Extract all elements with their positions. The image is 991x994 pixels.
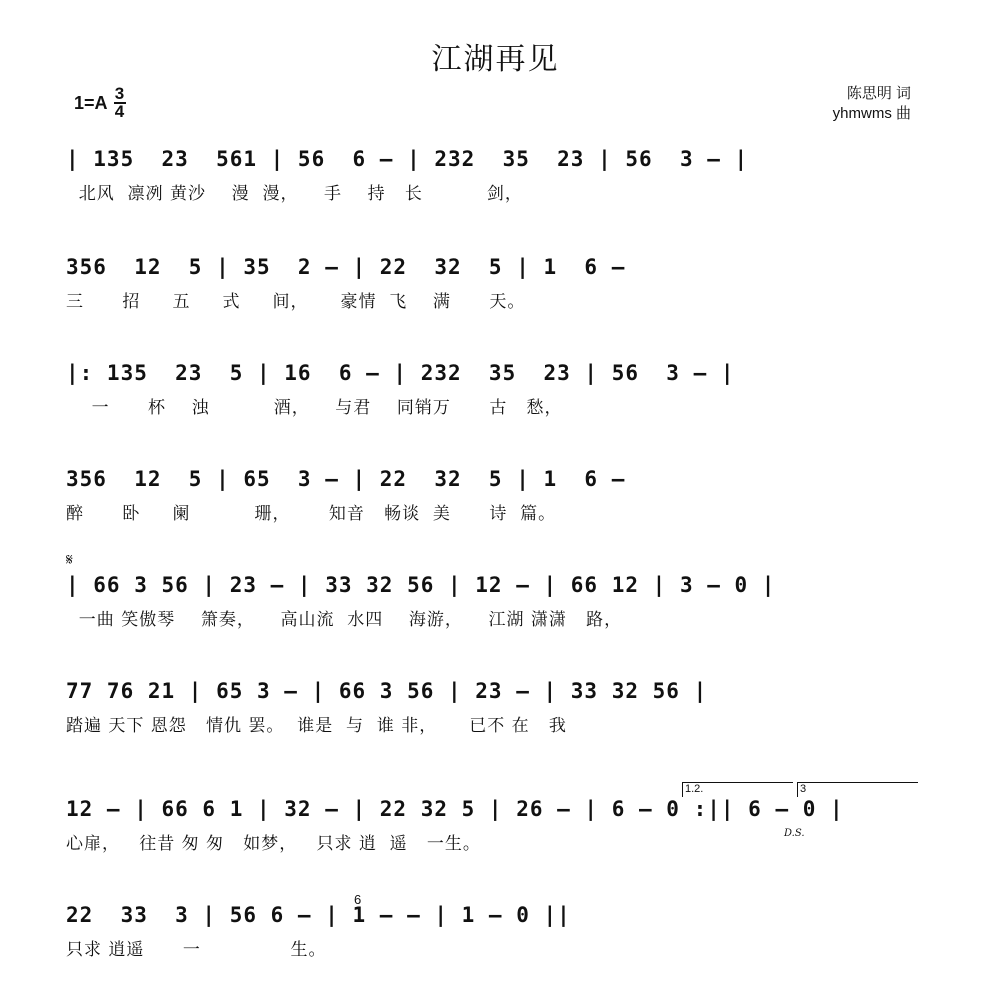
- notes-line-2: 356 12 5 | 35 2 – | 22 32 5 | 1 6 –: [66, 255, 626, 279]
- time-signature: [114, 86, 126, 120]
- score-line-4: [66, 464, 926, 526]
- grace-note-mark: 6: [354, 892, 362, 907]
- volta-first-ending: 1.2.: [682, 782, 793, 797]
- credits: [833, 84, 911, 124]
- score-line-5: [66, 570, 926, 632]
- notes-line-7: 12 – | 66 6 1 | 32 – | 22 32 5 | 26 – | 6 – 0 :|| 6 – 0 |: [66, 797, 844, 821]
- time-numerator: 3: [114, 84, 125, 103]
- key-signature: [74, 86, 126, 120]
- notes-line-6: 77 76 21 | 65 3 – | 66 3 56 | 23 – | 33 32 56 |: [66, 679, 708, 703]
- score-line-3: [66, 358, 926, 420]
- score-line-1: [66, 144, 926, 206]
- lyrics-line-1: 北风 凛冽 黄沙 漫 漫， 手 持 长 剑，: [66, 184, 523, 204]
- ds-mark: D.S.: [784, 828, 805, 839]
- lyrics-line-6: 踏遍 天下 恩怨 情仇 罢。 谁是 与 谁 非， 已不 在 我: [66, 716, 567, 736]
- notes-line-3: |: 135 23 5 | 16 6 – | 232 35 23 | 56 3 – |: [66, 361, 735, 385]
- lyrics-line-7: 心扉， 往昔 匆 匆 如梦， 只求 逍 遥 一生。: [66, 834, 481, 854]
- score-line-2: [66, 252, 926, 314]
- time-denominator: 4: [114, 102, 125, 121]
- lyricist: 陈思明 词: [846, 85, 911, 102]
- lyrics-line-2: 三 招 五 式 间， 豪情 飞 满 天。: [66, 292, 526, 312]
- score-line-8: [66, 900, 926, 962]
- notes-line-5: | 66 3 56 | 23 – | 33 32 56 | 12 – | 66 12 | 3 – 0 |: [66, 573, 776, 597]
- lyrics-line-8: 只求 逍遥 一 生。: [66, 940, 327, 960]
- score-line-7: [66, 794, 926, 856]
- notes-line-4: 356 12 5 | 65 3 – | 22 32 5 | 1 6 –: [66, 467, 626, 491]
- key-text: 1=A: [74, 92, 108, 113]
- score-line-6: [66, 676, 926, 738]
- volta-second-ending: 3: [797, 782, 918, 797]
- lyrics-line-4: 醉 卧 阑 珊， 知音 畅谈 美 诗 篇。: [66, 504, 557, 524]
- notes-line-1: | 135 23 561 | 56 6 – | 232 35 23 | 56 3 – |: [66, 147, 749, 171]
- song-title: 江湖再见: [431, 42, 560, 77]
- notes-line-8: 22 33 3 | 56 6 – | 1 – – | 1 – 0 ||: [66, 903, 571, 927]
- lyrics-line-3: 一 杯 浊 酒， 与君 同销万 古 愁，: [66, 398, 563, 418]
- segno-mark: 𝄋: [66, 552, 73, 569]
- composer: yhmwms 曲: [832, 105, 911, 122]
- lyrics-line-5: 一曲 笑傲琴 箫奏， 高山流 水四 海游， 江湖 潇潇 路，: [66, 610, 623, 630]
